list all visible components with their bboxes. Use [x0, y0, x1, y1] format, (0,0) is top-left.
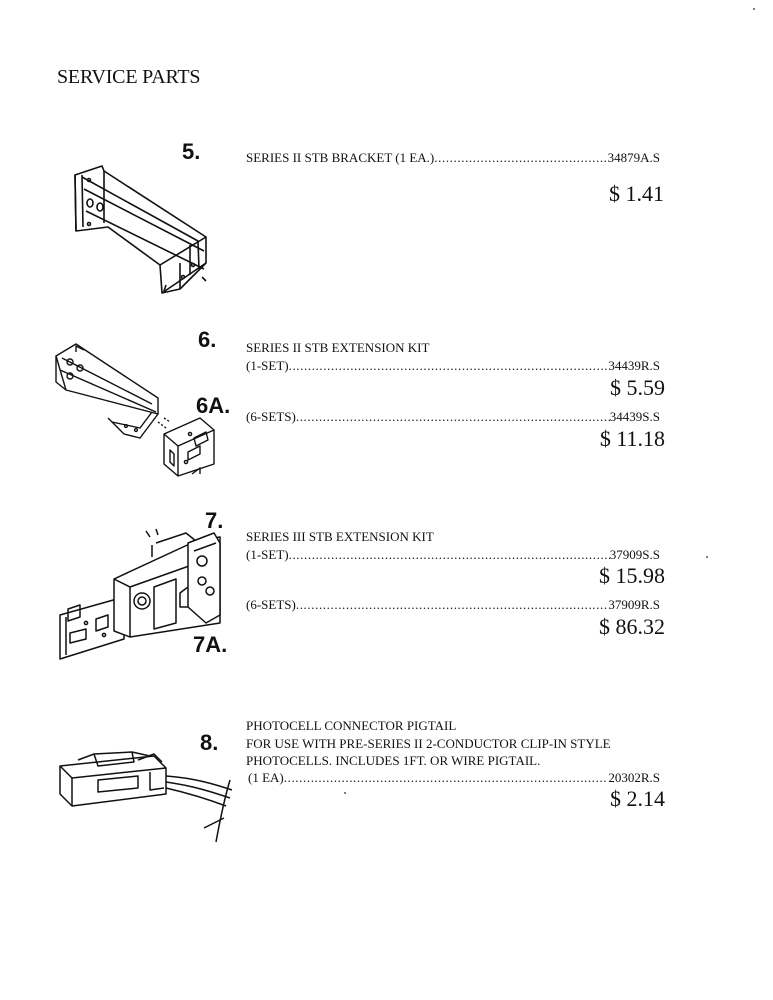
item-number: 8.: [200, 730, 219, 755]
part-label: (6-SETS): [246, 597, 296, 612]
kit-heading: SERIES II STB EXTENSION KIT: [246, 340, 430, 355]
part-number: 34879A.S: [607, 150, 660, 165]
item-sub-number: 7A.: [193, 632, 228, 657]
scan-speck: [753, 8, 755, 10]
dot-leader: [296, 597, 609, 613]
part-line: [248, 770, 660, 786]
dot-leader: [289, 547, 610, 563]
part-number: 37909R.S: [608, 597, 660, 612]
part-price: $ 11.18: [599, 426, 665, 451]
page-title: SERVICE PARTS: [57, 66, 201, 88]
part-price: $ 1.41: [609, 181, 664, 206]
dot-leader: [296, 409, 610, 425]
part-price: $ 86.32: [599, 614, 665, 639]
part-line: [246, 547, 660, 563]
part-label: (6-SETS): [246, 409, 296, 424]
scan-speck: [706, 556, 708, 558]
part-line: [246, 409, 660, 425]
part-price: $ 15.98: [599, 563, 665, 588]
photocell-connector-pigtail-illustration: [54, 750, 240, 844]
part-number: 34439R.S: [608, 358, 660, 373]
item-number: 7.: [205, 508, 224, 533]
item-number: 6.: [198, 327, 217, 352]
pigtail-heading-line: FOR USE WITH PRE-SERIES II 2-CONDUCTOR CLIP-IN STYLE: [246, 736, 611, 751]
pigtail-heading-line: PHOTOCELL CONNECTOR PIGTAIL: [246, 718, 457, 733]
part-line: [246, 150, 660, 166]
item-sub-number: 6A.: [196, 393, 231, 418]
kit-heading: SERIES III STB EXTENSION KIT: [246, 529, 434, 544]
part-label: SERIES II STB BRACKET (1 EA.): [246, 150, 435, 165]
part-price: $ 5.59: [610, 375, 665, 400]
part-number: 34439S.S: [609, 409, 660, 424]
part-label: (1 EA): [248, 770, 284, 785]
pigtail-heading-line: PHOTOCELLS. INCLUDES 1FT. OR WIRE PIGTAIL.: [246, 753, 541, 768]
dot-leader: [434, 150, 607, 166]
part-line: [246, 597, 660, 613]
part-price: $ 2.14: [610, 786, 665, 811]
part-number: 37909S.S: [609, 547, 660, 562]
part-line: [246, 358, 660, 374]
dot-leader: [289, 358, 609, 374]
stb-bracket-illustration: [68, 165, 218, 297]
part-label: (1-SET): [246, 547, 289, 562]
part-number: 20302R.S: [608, 770, 660, 785]
dot-leader: [284, 770, 609, 786]
scan-speck: [344, 792, 346, 794]
part-label: (1-SET): [246, 358, 289, 373]
item-number: 5.: [182, 139, 201, 164]
